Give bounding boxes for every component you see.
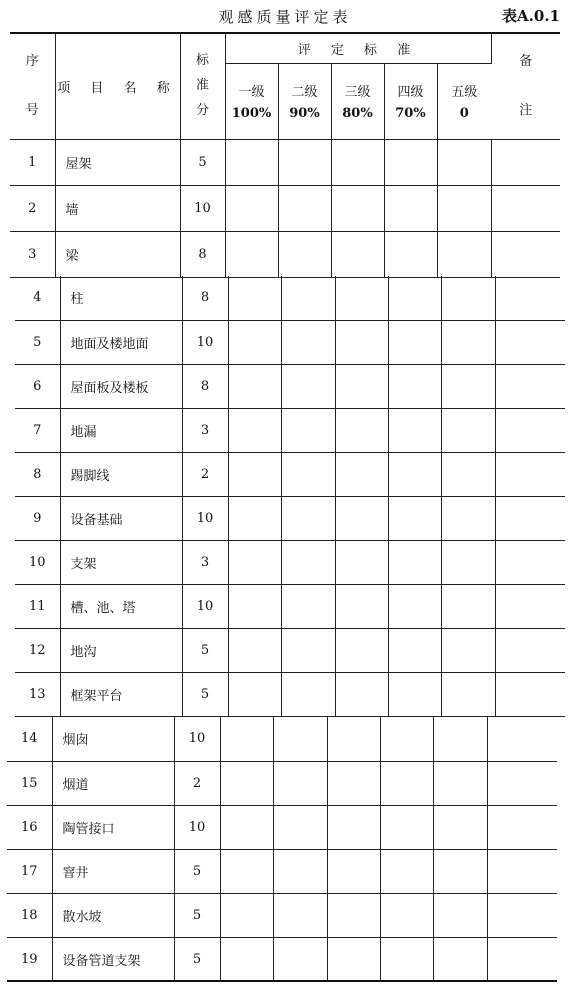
remark-cell (487, 937, 557, 981)
level-1-cell (225, 139, 278, 185)
row-item-name: 槽、池、塔 (60, 584, 182, 628)
level-5-cell (433, 805, 487, 849)
table-row (7, 805, 557, 849)
level-1-cell (220, 805, 273, 849)
remark-cell (495, 540, 565, 584)
level-2-header: 二级 90% (278, 63, 331, 139)
row-number: 6 (15, 364, 60, 408)
level-1-cell (220, 761, 273, 805)
level-1-cell (220, 937, 273, 981)
level-5-cell (437, 139, 491, 185)
level-3-cell (327, 761, 380, 805)
remark-cell (487, 717, 557, 761)
level-2-cell (281, 320, 335, 364)
row-item-name: 地沟 (60, 628, 182, 672)
table-row (10, 139, 560, 185)
remark-cell (495, 452, 565, 496)
remark-cell (495, 628, 565, 672)
table-section-3 (7, 717, 557, 982)
level-3-cell (335, 364, 388, 408)
remark-cell (495, 408, 565, 452)
level-4-cell (384, 231, 437, 277)
level-4-cell (380, 805, 433, 849)
remark-cell (495, 276, 565, 320)
level-5-cell (441, 540, 495, 584)
table-row (15, 408, 565, 452)
row-std-score: 5 (180, 139, 225, 185)
level-3-cell (335, 276, 388, 320)
level-3-cell (335, 320, 388, 364)
row-number: 3 (10, 231, 55, 277)
level-5-cell (433, 717, 487, 761)
row-number: 13 (15, 672, 60, 716)
level-3-cell (335, 672, 388, 716)
level-2-cell (281, 364, 335, 408)
table-section-2 (15, 276, 565, 717)
level-4-cell (388, 672, 441, 716)
table-section-1 (10, 32, 560, 278)
level-1-cell (220, 893, 273, 937)
level-4-cell (388, 364, 441, 408)
row-item-name: 柱 (60, 276, 182, 320)
level-3-cell (327, 849, 380, 893)
remark-header: 备 注 (491, 33, 560, 139)
row-number: 4 (15, 276, 60, 320)
remark-cell (487, 805, 557, 849)
row-std-score: 10 (182, 584, 228, 628)
row-std-score: 2 (174, 761, 220, 805)
level-1-cell (225, 231, 278, 277)
level-4-cell (388, 276, 441, 320)
level-1-cell (228, 276, 281, 320)
level-1-cell (228, 364, 281, 408)
level-2-cell (273, 893, 327, 937)
row-number: 10 (15, 540, 60, 584)
level-3-cell (335, 452, 388, 496)
row-item-name: 烟囱 (52, 717, 174, 761)
row-std-score: 10 (182, 320, 228, 364)
row-item-name: 支架 (60, 540, 182, 584)
level-3-cell (335, 584, 388, 628)
level-2-cell (273, 717, 327, 761)
row-std-score: 10 (174, 717, 220, 761)
level-2-cell (281, 496, 335, 540)
item-name-header: 项 目 名 称 (55, 33, 180, 139)
level-3-header: 三级 80% (331, 63, 384, 139)
row-item-name: 陶管接口 (52, 805, 174, 849)
level-1-cell (228, 540, 281, 584)
level-4-cell (388, 320, 441, 364)
table-row (7, 937, 557, 981)
row-item-name: 踢脚线 (60, 452, 182, 496)
row-item-name: 设备基础 (60, 496, 182, 540)
remark-cell (491, 185, 560, 231)
level-2-cell (281, 672, 335, 716)
level-3-cell (327, 717, 380, 761)
level-1-cell (220, 717, 273, 761)
seq-header: 序 号 (10, 33, 55, 139)
row-std-score: 5 (174, 893, 220, 937)
level-5-cell (437, 231, 491, 277)
level-3-cell (331, 139, 384, 185)
row-number: 15 (7, 761, 52, 805)
level-5-cell (441, 628, 495, 672)
level-4-cell (380, 849, 433, 893)
row-std-score: 5 (174, 849, 220, 893)
level-2-cell (281, 276, 335, 320)
row-std-score: 2 (182, 452, 228, 496)
row-number: 17 (7, 849, 52, 893)
level-2-cell (278, 231, 331, 277)
level-5-header: 五级 0 (437, 63, 491, 139)
level-5-cell (433, 937, 487, 981)
level-5-cell (441, 320, 495, 364)
remark-cell (495, 584, 565, 628)
level-5-cell (433, 849, 487, 893)
row-std-score: 3 (182, 540, 228, 584)
row-item-name: 散水坡 (52, 893, 174, 937)
remark-cell (495, 320, 565, 364)
table-row (15, 452, 565, 496)
level-3-cell (335, 628, 388, 672)
row-std-score: 8 (182, 276, 228, 320)
level-1-cell (220, 849, 273, 893)
row-number: 11 (15, 584, 60, 628)
row-number: 12 (15, 628, 60, 672)
remark-cell (495, 672, 565, 716)
table-row (15, 672, 565, 716)
level-3-cell (331, 185, 384, 231)
row-number: 1 (10, 139, 55, 185)
bottom-rule (7, 980, 557, 982)
row-std-score: 5 (182, 672, 228, 716)
table-row (7, 849, 557, 893)
level-1-cell (228, 584, 281, 628)
level-2-cell (273, 937, 327, 981)
level-4-cell (388, 452, 441, 496)
level-2-cell (278, 185, 331, 231)
row-number: 16 (7, 805, 52, 849)
row-item-name: 窨井 (52, 849, 174, 893)
table-row (15, 540, 565, 584)
level-4-cell (388, 540, 441, 584)
level-2-cell (273, 805, 327, 849)
level-1-cell (228, 452, 281, 496)
level-4-cell (380, 937, 433, 981)
level-5-cell (433, 761, 487, 805)
std-score-header: 标 准 分 (180, 33, 225, 139)
level-1-header: 一级 100% (225, 63, 278, 139)
level-1-cell (228, 628, 281, 672)
table-row (7, 761, 557, 805)
table-row (15, 584, 565, 628)
page-title: 观感质量评定表 (218, 8, 352, 26)
level-4-cell (388, 496, 441, 540)
table-row (15, 320, 565, 364)
row-item-name: 屋面板及楼板 (60, 364, 182, 408)
row-item-name: 梁 (55, 231, 180, 277)
remark-cell (495, 364, 565, 408)
level-3-cell (335, 408, 388, 452)
level-5-cell (437, 185, 491, 231)
level-1-cell (228, 672, 281, 716)
level-1-cell (228, 496, 281, 540)
table-number: 表A.0.1 (502, 7, 560, 25)
row-number: 2 (10, 185, 55, 231)
table-row (15, 276, 565, 320)
row-item-name: 屋架 (55, 139, 180, 185)
row-number: 9 (15, 496, 60, 540)
row-std-score: 5 (174, 937, 220, 981)
level-4-cell (388, 628, 441, 672)
row-number: 14 (7, 717, 52, 761)
row-std-score: 10 (180, 185, 225, 231)
remark-cell (487, 761, 557, 805)
level-4-cell (388, 584, 441, 628)
level-5-cell (441, 496, 495, 540)
row-number: 5 (15, 320, 60, 364)
row-std-score: 5 (182, 628, 228, 672)
row-std-score: 10 (182, 496, 228, 540)
level-4-cell (388, 408, 441, 452)
table-row (7, 717, 557, 761)
level-3-cell (335, 496, 388, 540)
table-row (7, 893, 557, 937)
table-row (15, 628, 565, 672)
row-number: 8 (15, 452, 60, 496)
row-item-name: 设备管道支架 (52, 937, 174, 981)
level-2-cell (281, 584, 335, 628)
row-number: 19 (7, 937, 52, 981)
level-3-cell (327, 805, 380, 849)
table-row (15, 364, 565, 408)
remark-cell (487, 849, 557, 893)
level-2-cell (281, 452, 335, 496)
remark-cell (491, 139, 560, 185)
level-4-cell (384, 185, 437, 231)
level-4-cell (380, 761, 433, 805)
criteria-header: 评 定 标 准 (225, 33, 491, 63)
row-number: 18 (7, 893, 52, 937)
level-5-cell (441, 452, 495, 496)
level-2-cell (281, 408, 335, 452)
level-1-cell (228, 408, 281, 452)
row-item-name: 烟道 (52, 761, 174, 805)
remark-cell (495, 496, 565, 540)
level-5-cell (441, 408, 495, 452)
level-2-cell (273, 761, 327, 805)
level-3-cell (331, 231, 384, 277)
level-5-cell (441, 672, 495, 716)
row-item-name: 墙 (55, 185, 180, 231)
level-5-cell (441, 584, 495, 628)
remark-cell (487, 893, 557, 937)
level-4-cell (384, 139, 437, 185)
level-5-cell (441, 364, 495, 408)
row-number: 7 (15, 408, 60, 452)
level-2-cell (278, 139, 331, 185)
level-4-header: 四级 70% (384, 63, 437, 139)
table-row (10, 185, 560, 231)
row-std-score: 10 (174, 805, 220, 849)
level-1-cell (228, 320, 281, 364)
remark-cell (491, 231, 560, 277)
row-item-name: 地漏 (60, 408, 182, 452)
level-5-cell (441, 276, 495, 320)
level-1-cell (225, 185, 278, 231)
level-3-cell (327, 937, 380, 981)
row-std-score: 3 (182, 408, 228, 452)
level-3-cell (327, 893, 380, 937)
level-5-cell (433, 893, 487, 937)
level-4-cell (380, 893, 433, 937)
level-2-cell (281, 540, 335, 584)
level-3-cell (335, 540, 388, 584)
level-4-cell (380, 717, 433, 761)
row-std-score: 8 (180, 231, 225, 277)
level-2-cell (281, 628, 335, 672)
row-item-name: 地面及楼地面 (60, 320, 182, 364)
table-row (15, 496, 565, 540)
row-std-score: 8 (182, 364, 228, 408)
table-row (10, 231, 560, 277)
level-2-cell (273, 849, 327, 893)
row-item-name: 框架平台 (60, 672, 182, 716)
